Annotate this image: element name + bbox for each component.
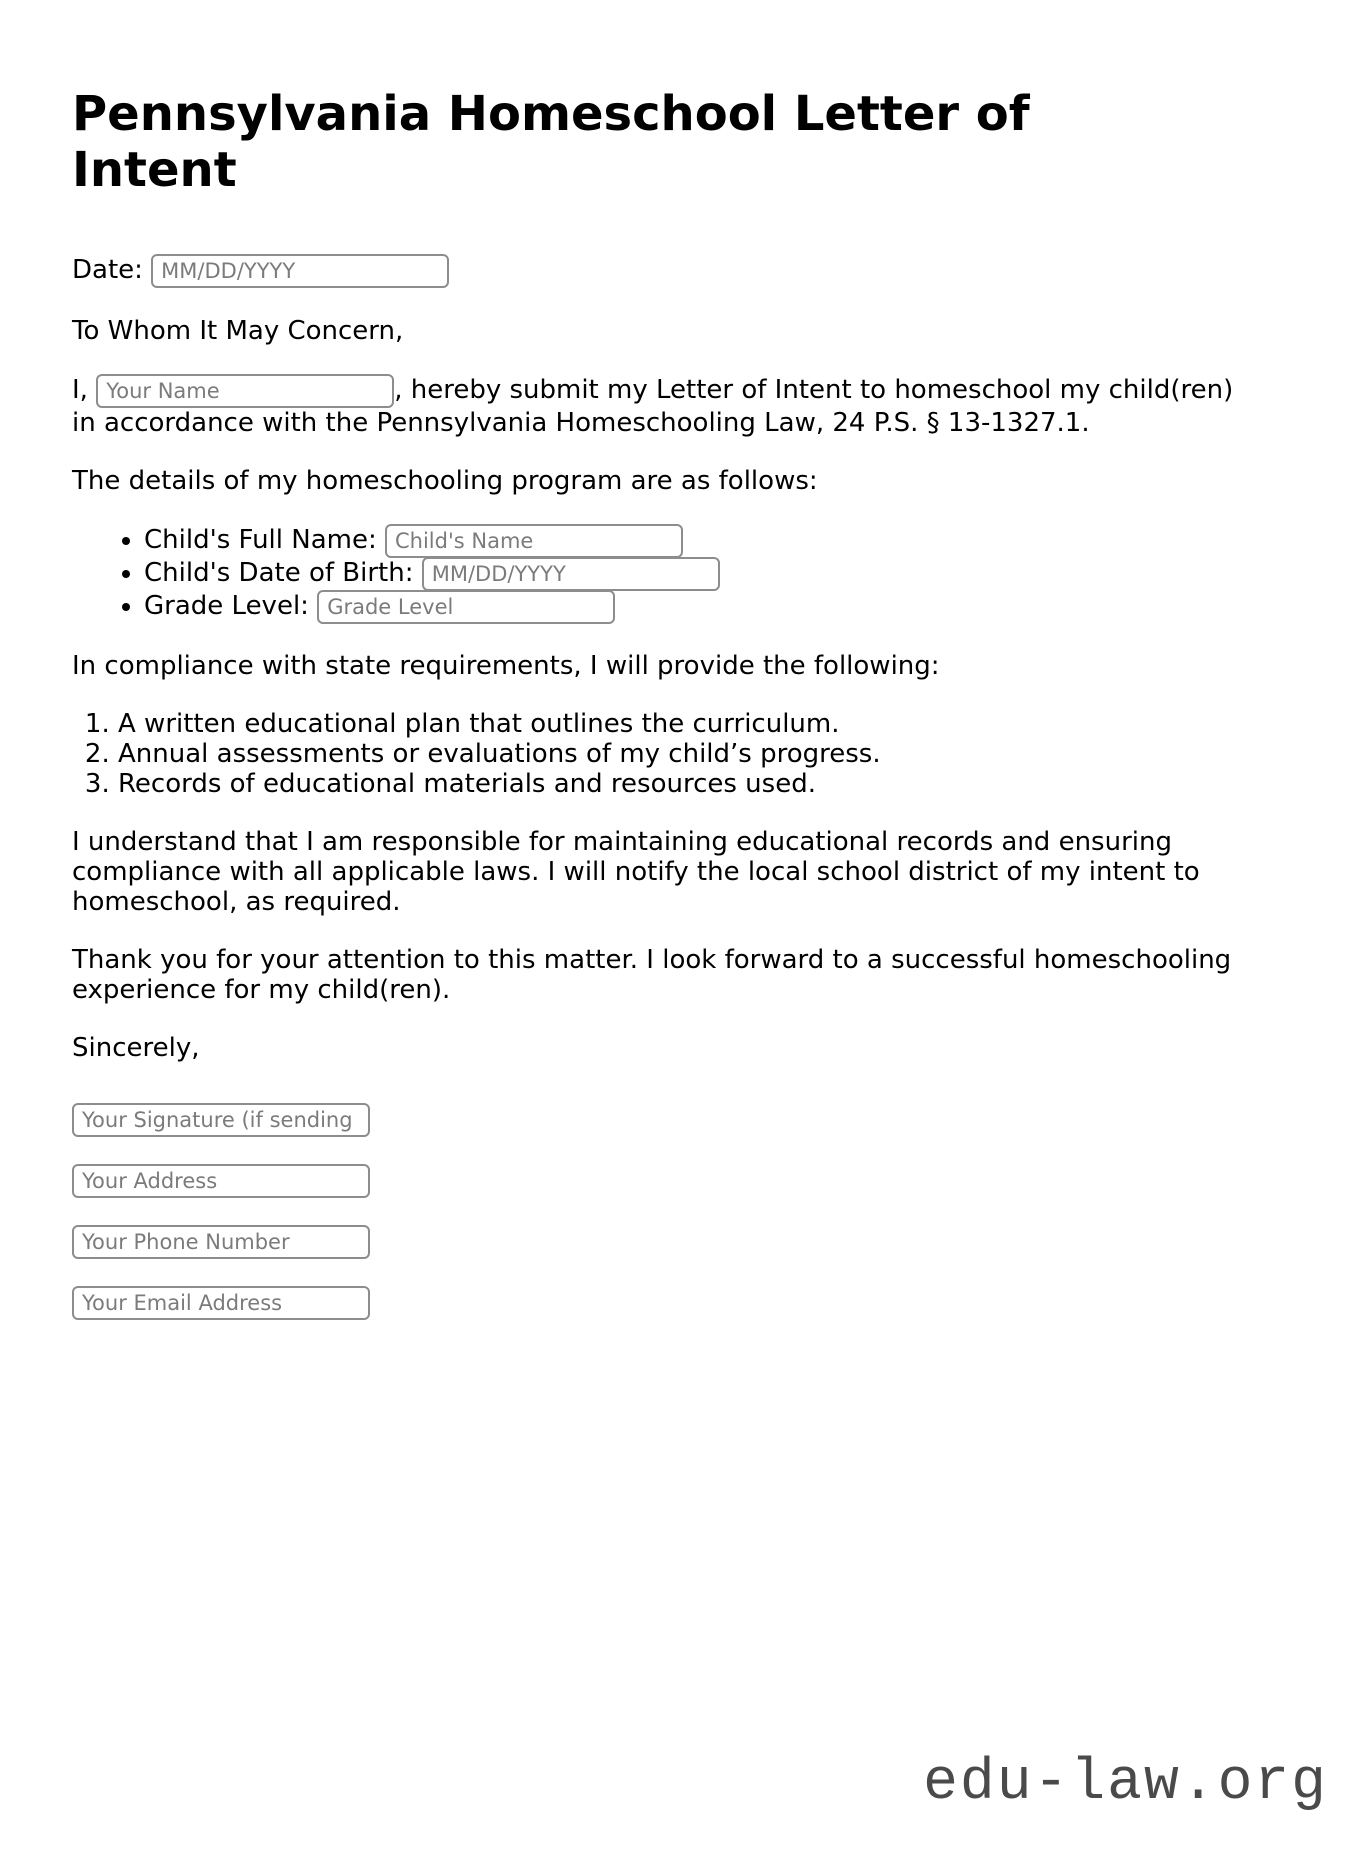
grade-level-input[interactable] <box>317 590 615 624</box>
child-dob-input[interactable] <box>422 557 720 591</box>
salutation: To Whom It May Concern, <box>72 316 404 346</box>
responsibility-line3: homeschool, as required. <box>72 887 401 917</box>
closing-line1: Thank you for your attention to this matter. I look forward to a successful homeschooling <box>72 945 1232 975</box>
phone-row <box>72 1225 1290 1259</box>
intro-line1-rest: , hereby submit my Letter of Intent to homeschool my child(ren) <box>394 375 1234 405</box>
grade-level-label: Grade Level: <box>144 591 309 621</box>
email-input[interactable] <box>72 1286 370 1320</box>
address-row <box>72 1164 1290 1198</box>
email-row <box>72 1286 1290 1320</box>
detail-item-child-name <box>144 524 1290 557</box>
page-title <box>72 86 1290 198</box>
date-row <box>72 254 1290 288</box>
responsibility-line1: I understand that I am responsible for maintaining educational records and ensuring <box>72 827 1172 857</box>
details-heading: The details of my homeschooling program are as follows: <box>72 466 818 496</box>
compliance-item-plan: 1. A written educational plan that outlines the curriculum. <box>118 709 1290 739</box>
child-dob-label: Child's Date of Birth: <box>144 558 414 588</box>
detail-item-child-dob <box>144 557 1290 590</box>
page-title-line1: Pennsylvania Homeschool Letter of <box>72 86 1030 142</box>
closing-paragraph <box>72 945 1290 1005</box>
closing-line2: experience for my child(ren). <box>72 975 451 1005</box>
compliance-item-assessments: 2. Annual assessments or evaluations of my child’s progress. <box>118 739 1290 769</box>
detail-item-grade-level <box>144 590 1290 623</box>
compliance-list <box>72 709 1290 799</box>
responsibility-line2: compliance with all applicable laws. I will notify the local school district of my intent to <box>72 857 1200 887</box>
date-label: Date: <box>72 255 143 285</box>
compliance-heading: In compliance with state requirements, I will provide the following: <box>72 651 940 681</box>
your-name-input[interactable] <box>96 374 394 408</box>
date-input[interactable] <box>151 254 449 288</box>
signature-input[interactable] <box>72 1103 370 1137</box>
brand-footer: edu-law.org <box>923 1751 1328 1816</box>
phone-input[interactable] <box>72 1225 370 1259</box>
compliance-item-records: 3. Records of educational materials and resources used. <box>118 769 1290 799</box>
signoff: Sincerely, <box>72 1033 200 1063</box>
intro-paragraph <box>72 374 1290 438</box>
details-list <box>72 524 1290 623</box>
letter-document <box>72 86 1290 1320</box>
address-input[interactable] <box>72 1164 370 1198</box>
intro-line2: in accordance with the Pennsylvania Homeschooling Law, 24 P.S. § 13-1327.1. <box>72 408 1090 438</box>
signature-row <box>72 1103 1290 1137</box>
page-title-line2: Intent <box>72 142 237 198</box>
responsibility-paragraph <box>72 827 1290 917</box>
intro-prefix: I, <box>72 375 88 405</box>
child-name-label: Child's Full Name: <box>144 525 377 555</box>
child-name-input[interactable] <box>385 524 683 558</box>
